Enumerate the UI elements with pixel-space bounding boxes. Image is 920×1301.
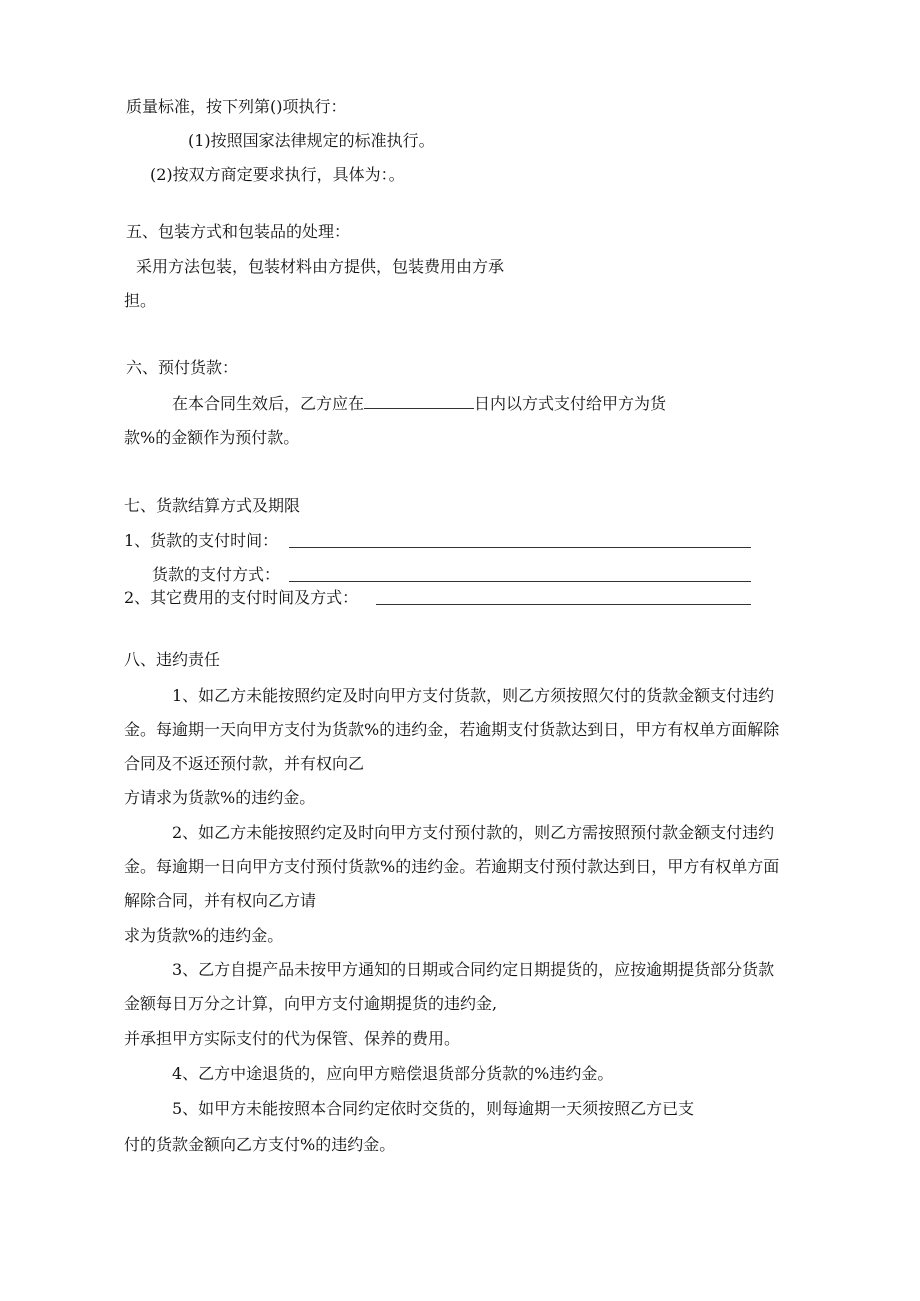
advance-payment-text-before: 在本合同生效后，乙方应在: [172, 394, 365, 413]
breach-clause-3-line-1: 3、乙方自提产品未按甲方通知的日期或合同约定日期提货的，应按逾期提货部分货款: [172, 960, 775, 979]
section-7-heading: 七、货款结算方式及期限: [124, 496, 301, 515]
settlement-item-2: [124, 588, 358, 608]
breach-clause-1-line-1: 1、如乙方未能按照约定及时向甲方支付货款，则乙方须按照欠付的货款金额支付违约: [172, 686, 775, 705]
payment-method-label: 货款的支付方式：: [152, 565, 281, 584]
payment-method-blank[interactable]: [289, 567, 751, 582]
other-fees-label: 2、其它费用的支付时间及方式：: [124, 588, 359, 607]
quality-option-2: (2)按双方商定要求执行，具体为：。: [150, 165, 405, 184]
breach-clause-5-line-1: 5、如甲方未能按照本合同约定依时交货的，则每逾期一天须按照乙方已支: [172, 1099, 695, 1118]
breach-clause-5-line-2: 付的货款金额向乙方支付%的违约金。: [124, 1135, 396, 1154]
advance-payment-line-2: 款%的金额作为预付款。: [124, 428, 300, 447]
advance-payment-days-blank[interactable]: [364, 394, 474, 409]
breach-clause-4: 4、乙方中途退货的，应向甲方赔偿退货部分货款的%违约金。: [172, 1064, 614, 1083]
breach-clause-3-line-2: 金额每日万分之计算，向甲方支付逾期提货的违约金,: [124, 994, 498, 1013]
settlement-item-1: [124, 531, 278, 551]
payment-time-label: 1、货款的支付时间：: [124, 531, 279, 550]
section-8-heading: 八、违约责任: [124, 650, 221, 669]
section-5-heading: 五、包装方式和包装品的处理：: [126, 222, 351, 241]
settlement-item-1-sub: [152, 565, 280, 585]
packaging-text-line-1: 采用方法包装，包装材料由方提供，包装费用由方承: [136, 257, 505, 276]
breach-clause-2-line-4: 求为货款%的违约金。: [124, 926, 284, 945]
breach-clause-2-line-3: 解除合同，并有权向乙方请: [124, 891, 317, 910]
breach-clause-2-line-2: 金。每逾期一日向甲方支付预付货款%的违约金。若逾期支付预付款达到日，甲方有权单方面: [124, 857, 780, 876]
packaging-text-line-2: 担。: [124, 291, 157, 310]
breach-clause-1-line-2: 金。每逾期一天向甲方支付为货款%的违约金，若逾期支付货款达到日，甲方有权单方面解除: [124, 720, 780, 739]
quality-intro: 质量标准，按下列第()项执行：: [126, 97, 347, 116]
breach-clause-1-line-3: 合同及不返还预付款，并有权向乙: [124, 754, 365, 773]
quality-option-1: (1)按照国家法律规定的标准执行。: [188, 131, 435, 150]
breach-clause-1-line-4: 方请求为货款%的违约金。: [124, 788, 316, 807]
other-fees-blank[interactable]: [376, 590, 751, 605]
advance-payment-line-1: [172, 394, 666, 414]
advance-payment-text-after: 日内以方式支付给甲方为货: [474, 394, 667, 413]
section-6-heading: 六、预付货款：: [126, 358, 239, 377]
breach-clause-3-line-3: 并承担甲方实际支付的代为保管、保养的费用。: [124, 1029, 461, 1048]
breach-clause-2-line-1: 2、如乙方未能按照约定及时向甲方支付预付款的，则乙方需按照预付款金额支付违约: [172, 823, 775, 842]
payment-time-blank[interactable]: [289, 533, 751, 548]
